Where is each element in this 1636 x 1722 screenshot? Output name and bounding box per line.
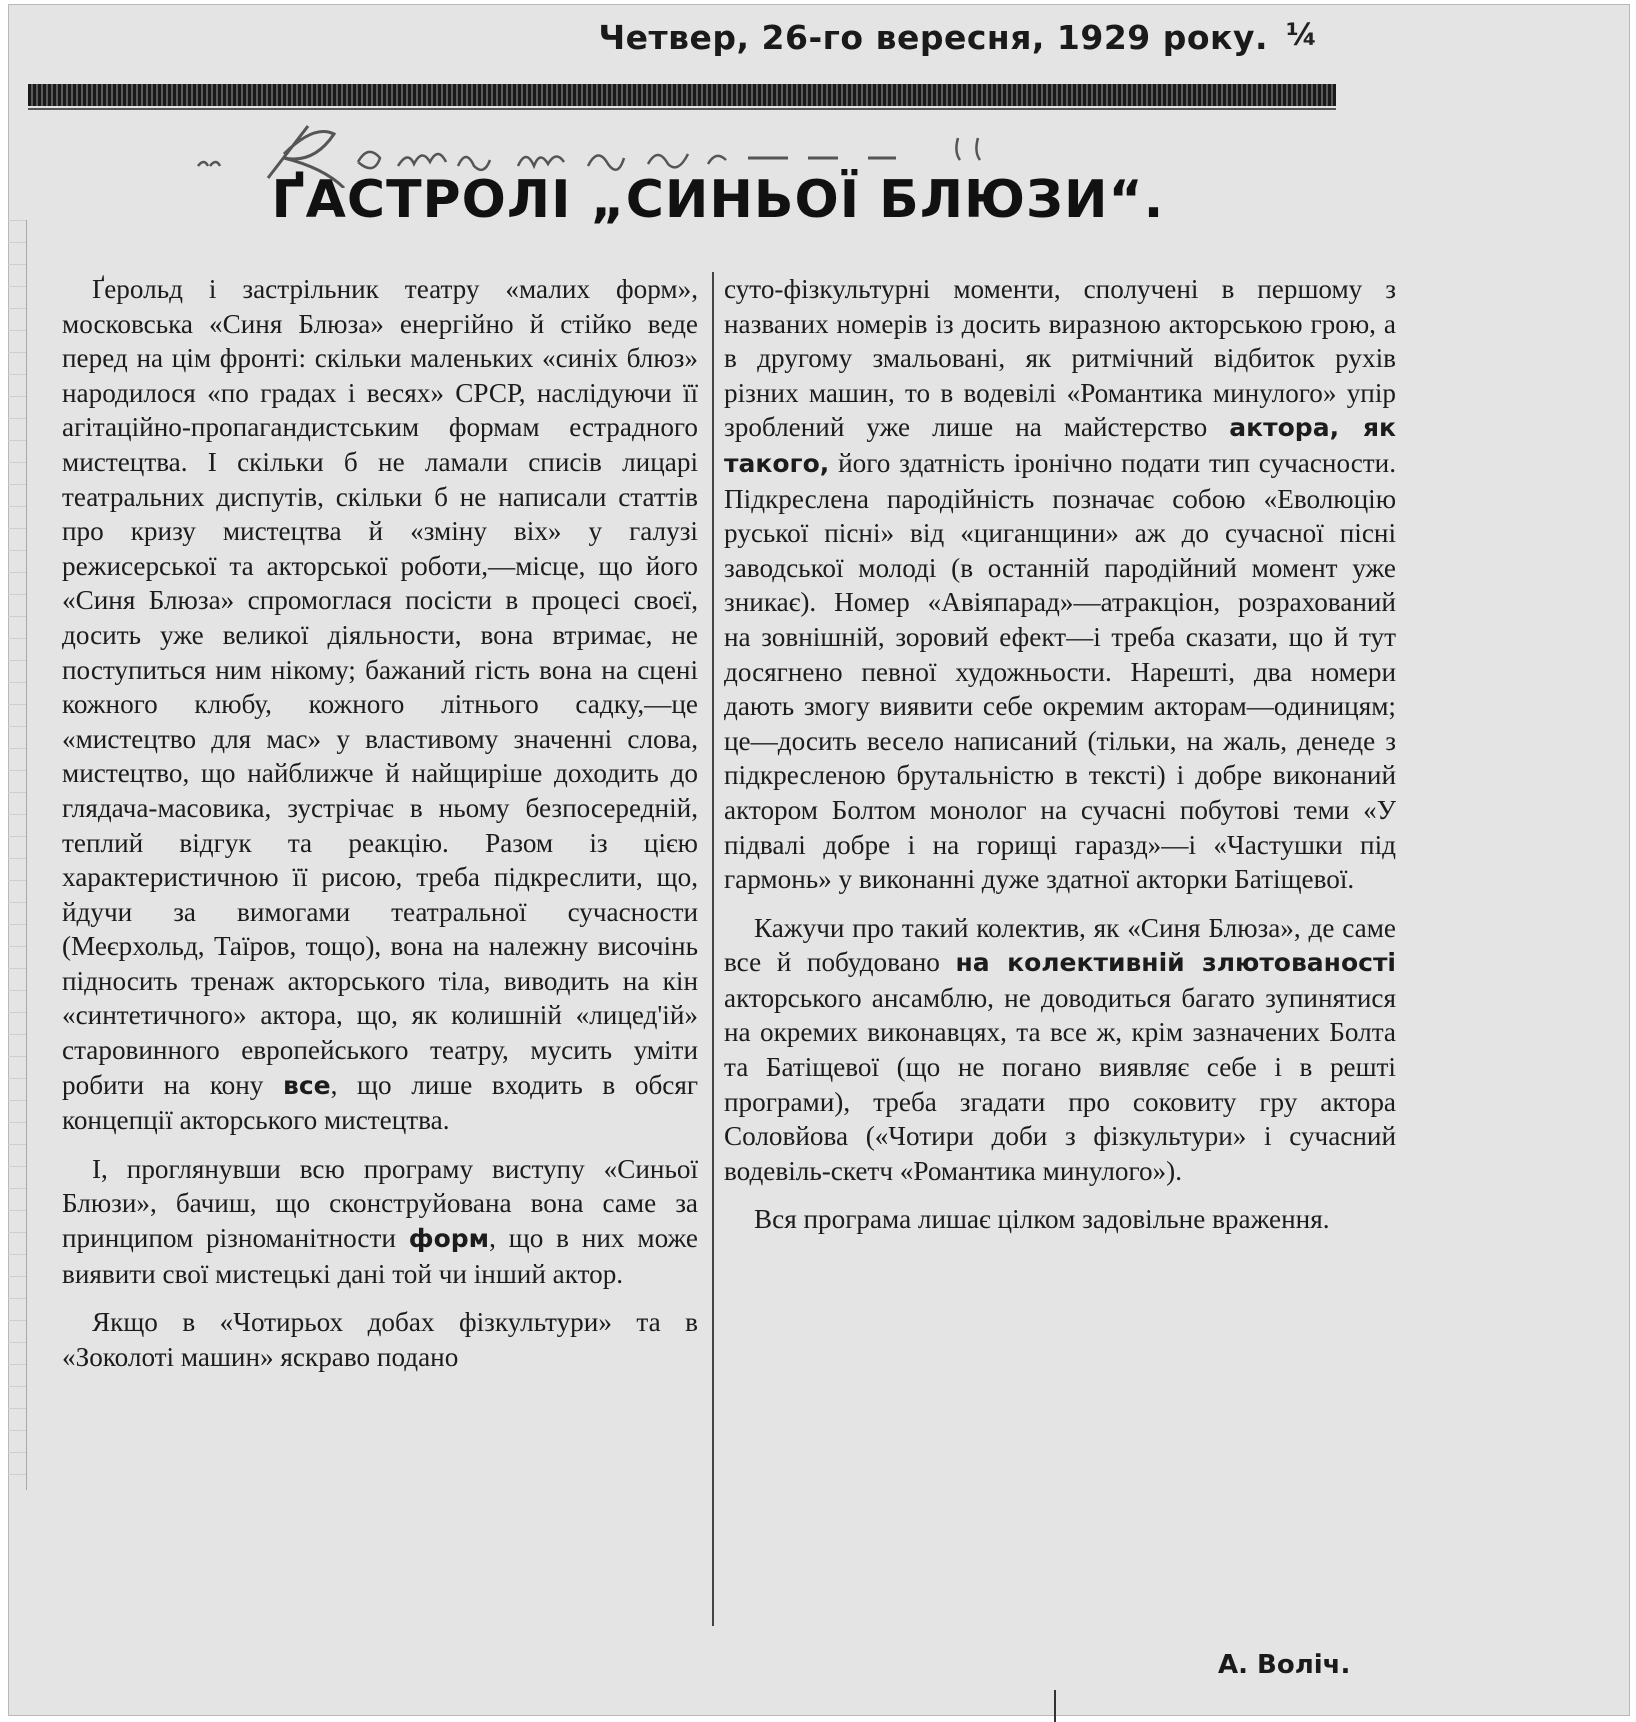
header-rule [28,84,1336,106]
article-column-right [724,272,1396,1251]
article-column-left [62,272,698,1388]
bold-text: актора, як такого, [724,413,1396,478]
bold-text: все [283,1070,331,1100]
paragraph: суто-фізкультурні моменти, сполучені в першому з названих номерів із досить виразною акторською грою, а в другому змальовані, як ритмічний відбиток рухів різних машин, то в водевілі «Романтика минулого» упір зроблений уже лише на майстерство актора, як такого, його здатність іронічно подати тип сучасности. Підкреслена пародійність позначає собою «Еволюцію руської пісні» від «циганщини» аж до сучасної пісні заводської молоді (в останній пародійний момент уже зникає). Номер «Авіяпарад»—атракціон, розрахований на зовнішній, зоровий ефект—і треба сказати, що й тут досягнено певної художньости. Нарешті, два номери дають змогу виявити себе окремим акторам—одиницям; це—досить весело написаний (тільки, на жаль, денеде з підкресленою брутальністю в тексті) і добре виконаний актором Болтом монолог на сучасні побутові теми «У підвалі добре і на горищі гаразд»—і «Частушки під гармонь» у виконанні дуже здатної акторки Батіщевої. [724,274,1397,895]
bold-text: на колективній злютованості [955,948,1397,978]
page-mark: ¼ [1286,18,1318,53]
paragraph: Ґерольд і застрільник театру «малих форм», московська «Синя Блюза» енергійно й стійко веде перед на цім фронті: скільки маленьких «синіх блюз» народилося «по градах і весях» СРСР, наслідуючи її агітаційно-пропагандистським формам естрадного мистецтва. І скільки б не ламали списів лицарі театральних диспутів, скільки б не написали статтів про кризу мистецтва й «зміну віх» у галузі режисерської та акторської роботи,—місце, що його «Синя Блюза» спромоглася посісти в процесі своєї, досить уже великої діяльности, вона втримає, не поступиться ним нікому; бажаний гість вона на сцені кожного клюбу, кожного літнього садку,—це «мистецтво для мас» у властивому значенні слова, мистецтво, що найближче й найщиріше доходить до глядача-масовика, зустрічає в ньому безпосередній, теплий відгук та реакцію. Разом із цією характеристичною її рисою, треба підкреслити, що, йдучи за вимогами театральної сучасности (Меєрхольд, Таїров, тощо), вона на належну височінь підносить тренаж акторського тіла, виводить на кін «синтетичного» актора, що, як колишній «лицед'ій» старовинного европейського театру, мусить уміти робити на кону все, що лише входить в обсяг концепції акторського мистецтва. [62,274,698,1136]
dateline: Четвер, 26-го вересня, 1929 року. [598,18,1268,57]
article-title: ҐАСТРОЛІ „СИНЬОЇ БЛЮЗИ“. [271,170,1165,230]
paragraph: Якщо в «Чотирьох добах фізкультури» та в «Зоколоті машин» яскраво подано [62,1307,698,1372]
column-divider [712,272,714,1626]
notebook-paper-edge [8,220,27,1490]
header-rule-thin [28,108,1336,110]
paragraph: Вся програма лишає цілком задовільне враження. [754,1204,1330,1235]
paragraph: І, проглянувши всю програму виступу «Синьої Блюзи», бачиш, що сконструйована вона саме за принципом різноманітности форм, що в них може виявити свої мистецькі дані той чи інший актор. [62,1153,698,1289]
author-signature: А. Воліч. [1218,1650,1351,1680]
edge-mark [1054,1690,1056,1722]
paragraph: Кажучи про такий колектив, як «Синя Блюза», де саме все й побудовано на колективній злютованості акторського ансамблю, не доводиться багато зупинятися на окремих виконавцях, та все ж, крім зазначених Болта та Батіщевої (що не погано виявляє себе і в решті програми), треба згадати про соковиту гру актора Соловйова («Чотири доби з фізкультури» і сучасний водевіль-скетч «Романтика минулого»). [724,912,1397,1186]
bold-text: форм [408,1224,490,1254]
